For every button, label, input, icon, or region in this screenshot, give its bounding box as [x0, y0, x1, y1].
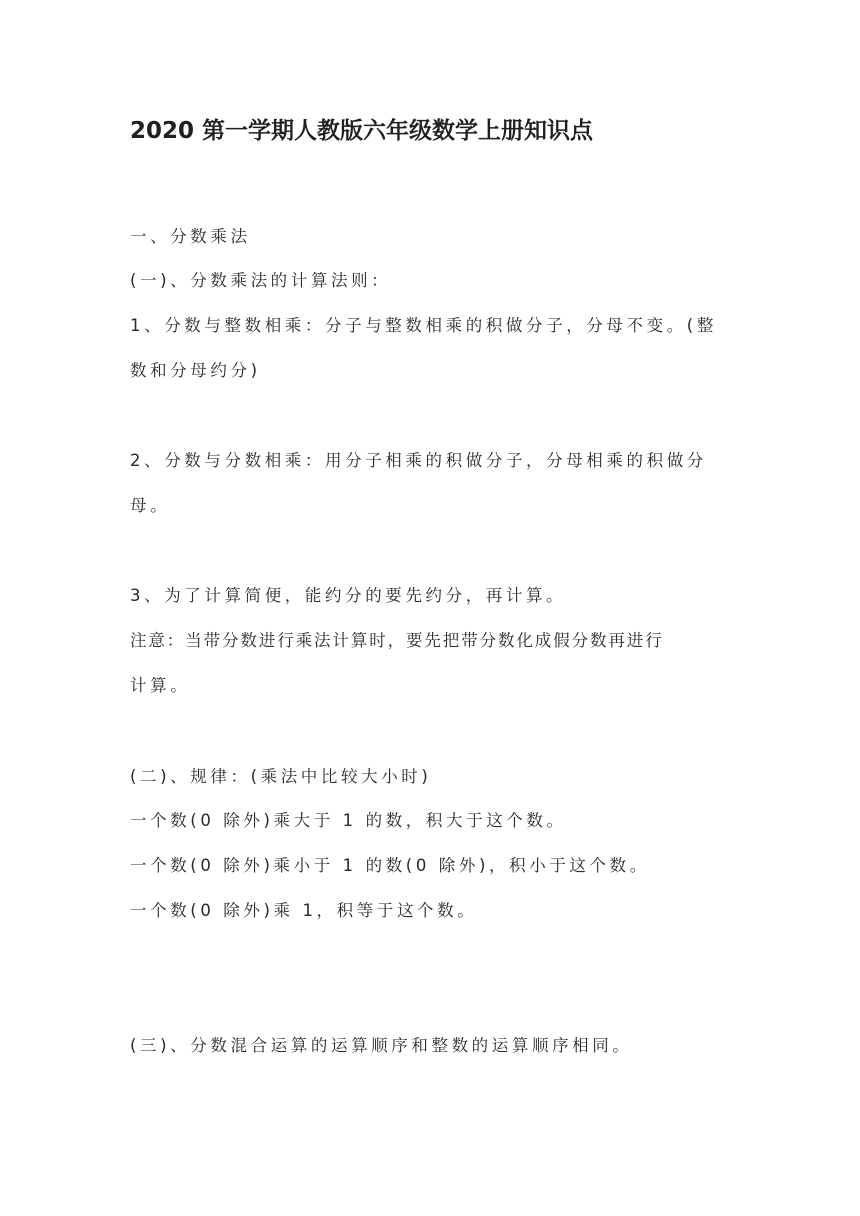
- rule-equal-to-one: 一个数(0 除外)乘 1，积等于这个数。: [130, 901, 478, 920]
- rule-2-line-1: 2、分数与分数相乘：用分子相乘的积做分子，分母相乘的积做分: [130, 451, 707, 470]
- note-line-1: 注意：当带分数进行乘法计算时，要先把带分数化成假分数再进行: [130, 631, 664, 650]
- rule-3-line: 3、为了计算简便，能约分的要先约分，再计算。: [130, 586, 567, 605]
- rule-1-line-2: 数和分母约分): [130, 361, 261, 380]
- rule-greater-than-one: 一个数(0 除外)乘大于 1 的数，积大于这个数。: [130, 811, 567, 830]
- rule-less-than-one: 一个数(0 除外)乘小于 1 的数(0 除外)，积小于这个数。: [130, 856, 650, 875]
- subsection-heading-calculation-rules: (一)、分数乘法的计算法则：: [130, 271, 392, 290]
- section-heading-fraction-multiplication: 一、分数乘法: [130, 227, 251, 246]
- document-title: 2020 第一学期人教版六年级数学上册知识点: [130, 118, 594, 144]
- subsection-heading-mixed-operations: (三)、分数混合运算的运算顺序和整数的运算顺序相同。: [130, 1036, 633, 1055]
- subsection-heading-rules: (二)、规律：(乘法中比较大小时): [130, 767, 432, 786]
- rule-2-line-2: 母。: [130, 496, 171, 515]
- rule-1-line-1: 1、分数与整数相乘：分子与整数相乘的积做分子，分母不变。(整: [130, 316, 717, 335]
- note-line-2: 计算。: [130, 676, 191, 695]
